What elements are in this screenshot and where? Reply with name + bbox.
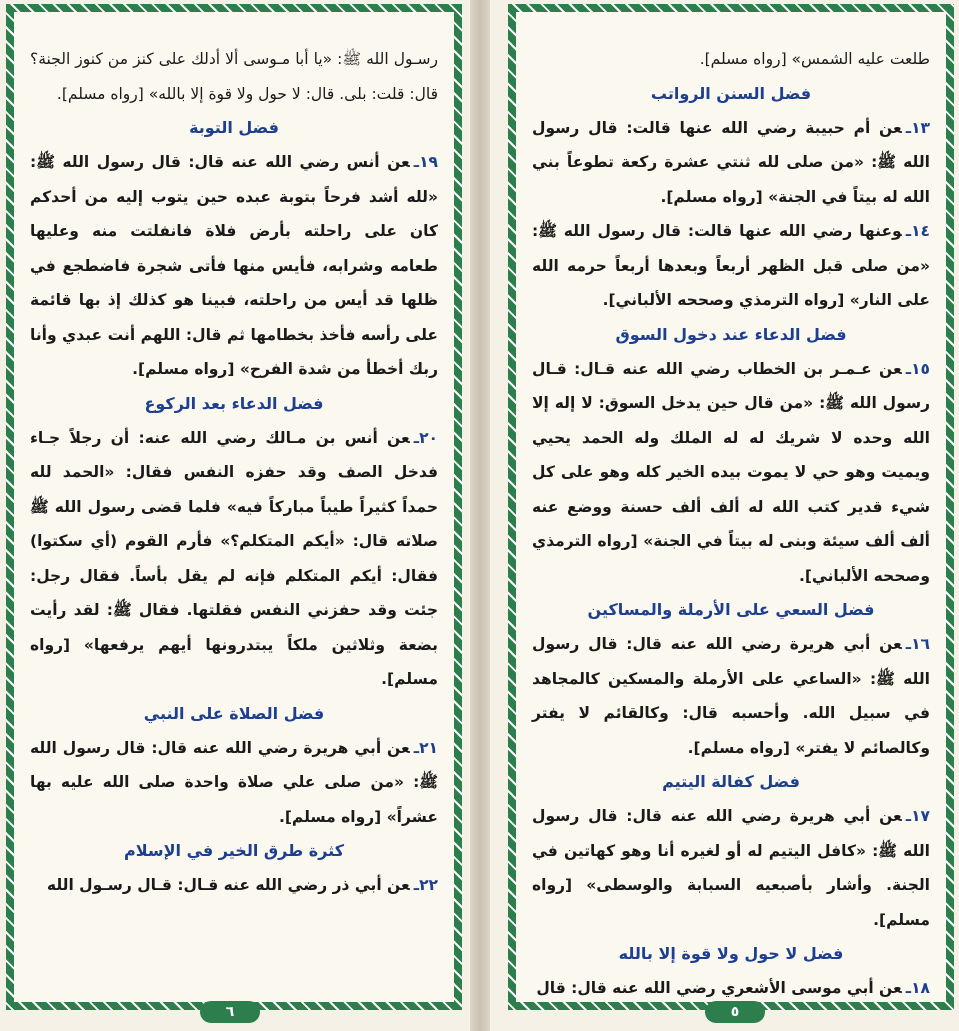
section-heading: فضل الصلاة على النبي [143, 703, 325, 723]
hadith-number: ١٧ـ [905, 807, 930, 825]
hadith-paragraph [532, 111, 930, 215]
hadith-paragraph [532, 799, 930, 937]
paragraph-text: طلعت عليه الشمس» [رواه مسلم]. [699, 50, 930, 68]
hadith-number: ١٨ـ [905, 979, 930, 997]
hadith-paragraph [30, 145, 438, 387]
left-page-frame [6, 4, 462, 1010]
paragraph-text: عن أبي ذر رضي الله عنه قـال: قـال رسـول الله [46, 876, 410, 894]
hadith-number: ٢١ـ [413, 738, 438, 757]
section-heading: فضل الدعاء بعد الركوع [144, 393, 324, 413]
hadith-number: ١٦ـ [905, 635, 930, 653]
section-heading: فضل الدعاء عند دخول السوق [615, 324, 847, 344]
section-heading: فضل كفالة اليتيم [662, 772, 800, 791]
hadith-paragraph [532, 627, 930, 765]
left-page-content [30, 42, 438, 962]
text-paragraph [532, 42, 930, 77]
paragraph-text: عن أبي هريرة رضي الله عنه قال: قال رسول الله ﷺ: «من صلى علي صلاة واحدة صلى الله عليه بها عشراً» [رواه مسلم]. [30, 738, 438, 826]
hadith-paragraph [30, 868, 438, 903]
paragraph-text: رسـول الله ﷺ: «يا أبا مـوسى ألا أدلك على كنز من كنوز الجنة؟ قال: قلت: بلى. قال: لا حول ولا قوة إلا بالله» [رواه مسلم]. [30, 50, 438, 103]
text-paragraph [30, 42, 438, 111]
paragraph-text: عن أبي موسى الأشعري رضي الله عنه قال: قال [536, 979, 902, 997]
hadith-paragraph [30, 731, 438, 835]
paragraph-text: عن أم حبيبة رضي الله عنها قالت: قال رسول الله ﷺ: «من صلى لله ثنتي عشرة ركعة تطوعاً بني الله له بيتاً في الجنة» [رواه مسلم]. [532, 118, 930, 206]
paragraph-text: عن أبي هريرة رضي الله عنه قال: قال رسول الله ﷺ: «الساعي على الأرملة والمسكين كالمجاهد في سبيل الله. وأحسبه قال: وكالقائم لا يفتر وكالصائم لا يفتر» [رواه مسلم]. [532, 635, 930, 757]
section-heading: فضل لا حول ولا قوة إلا بالله [618, 944, 844, 963]
book-gutter [470, 0, 490, 1031]
section-heading: فضل السنن الرواتب [650, 83, 812, 103]
hadith-paragraph [532, 352, 930, 594]
paragraph-text: وعنها رضي الله عنها قالت: قال رسول الله ﷺ: «من صلى قبل الظهر أربعاً وبعدها أربعاً حرمه الله على النار» [رواه الترمذي وصححه الألباني]. [532, 222, 930, 309]
hadith-number: ١٩ـ [413, 153, 438, 171]
section-heading: فضل السعي على الأرملة والمساكين [587, 600, 875, 619]
paragraph-text: عن عـمـر بن الخطاب رضي الله عنه قـال: قـال رسول الله ﷺ: «من قال حين يدخل السوق: لا إله إلا الله وحده لا شريك له له الملك وله الحمد يحيي ويميت وهو حي لا يموت بيده الخير كله وهو على كل شيء قدير كتب الله له ألف ألف حسنة ووضع عنه ألف ألف سيئة وبنى له بيتاً في الجنة» [رواه الترمذي وصححه الألباني]. [532, 359, 930, 585]
right-page-frame [508, 4, 954, 1010]
section-heading: فضل التوبة [189, 118, 279, 137]
hadith-number: ١٤ـ [905, 222, 930, 240]
hadith-number: ٢٠ـ [413, 428, 438, 447]
hadith-number: ٢٢ـ [413, 876, 438, 894]
paragraph-text: عن أنس رضي الله عنه قال: قال رسول الله ﷺ: «لله أشد فرحاً بتوبة عبده حين يتوب إليه من أحدكم كان على راحلته بأرض فلاة فانفلتت منه وعليها طعامه وشرابه، فأيس منها فأتى شجرة فاضطجع في ظلها قد أيس من راحلته، فبينا هو كذلك إذ بها قائمة على رأسه فأخذ بخطامها ثم قال: اللهم أنت عبدي وأنا ربك أخطأ من شدة الفرح» [رواه مسلم]. [30, 153, 438, 378]
right-page-content [532, 42, 930, 997]
paragraph-text: عن أنس بن مـالك رضي الله عنه: أن رجلاً جـاء فدخل الصف وقد حفزه النفس فقال: «الحمد لله حمداً كثيراً طيباً مباركاً فيه» فلما قضى رسول الله ﷺ صلاته قال: «أيكم المتكلم؟» فأرم القوم (أي سكتوا) فقال: أيكم المتكلم فإنه لم يقل بأساً. فقال رجل: جئت وقد حفزني النفس فقلتها. فقال ﷺ: لقد رأيت بضعة وثلاثين ملكاً يبتدرونها أيهم يرفعها» [رواه مسلم]. [30, 428, 438, 688]
paragraph-text: عن أبي هريرة رضي الله عنه قال: قال رسول الله ﷺ: «كافل اليتيم له أو لغيره أنا وهو كهاتين في الجنة. وأشار بأصبعيه السبابة والوسطى» [رواه مسلم]. [532, 807, 930, 929]
hadith-paragraph [532, 214, 930, 318]
right-page-number: ٥ [705, 1001, 765, 1023]
right-page [490, 0, 959, 1031]
hadith-number: ١٣ـ [905, 118, 930, 137]
hadith-paragraph [30, 421, 438, 697]
left-page [0, 0, 470, 1031]
hadith-number: ١٥ـ [905, 359, 930, 378]
section-heading: كثرة طرق الخير في الإسلام [123, 841, 345, 860]
left-page-number: ٦ [200, 1001, 260, 1023]
